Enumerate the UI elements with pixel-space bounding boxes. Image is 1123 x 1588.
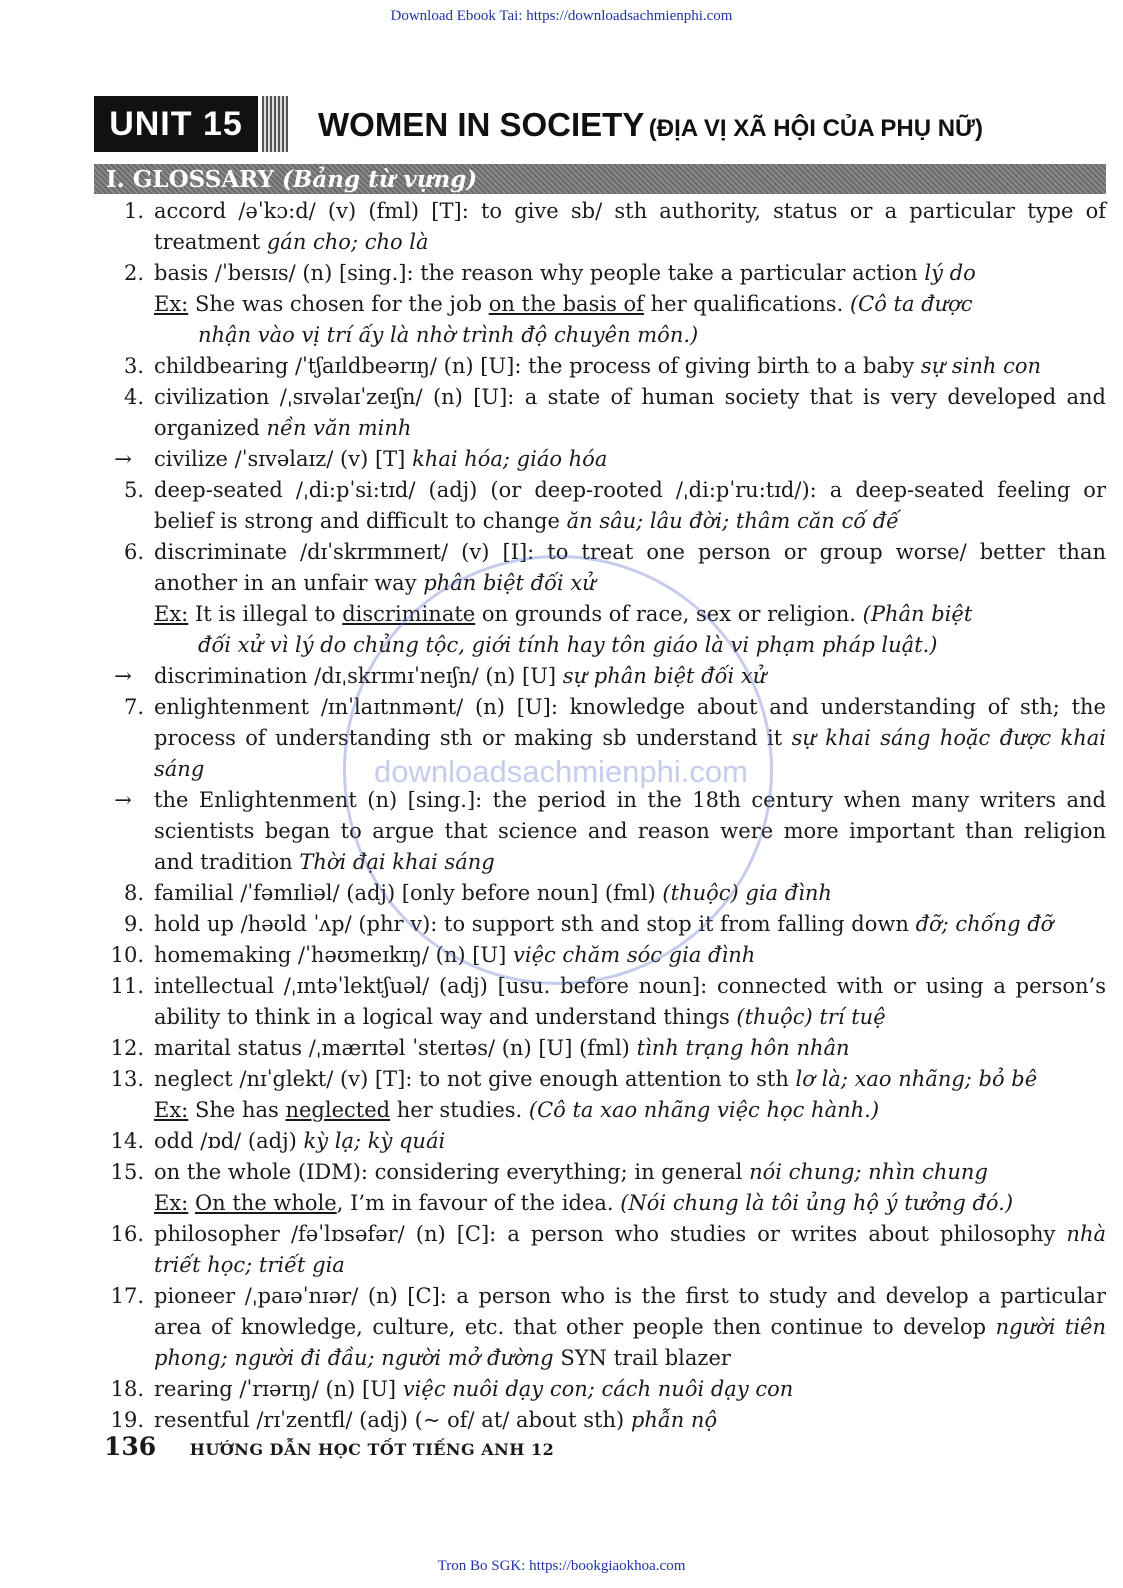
list-item bbox=[102, 878, 1106, 909]
example-keyword: discriminate bbox=[342, 602, 476, 626]
list-item bbox=[102, 785, 1106, 878]
unit-title-main: WOMEN IN SOCIETY bbox=[318, 106, 645, 143]
entry-number: 14. bbox=[110, 1129, 144, 1153]
example-keyword: On the whole bbox=[194, 1191, 337, 1215]
entry-definition: neglect /nɪˈglekt/ (v) [T]: to not give enough attention to sth bbox=[154, 1067, 789, 1091]
entry-definition: the Enlightenment (n) [sing.]: the period in the 18th century when many writers and scientists began to argue that science and reason were more important than religion and tradition bbox=[154, 788, 1106, 874]
entry-definition: intellectual /ˌɪntəˈlektʃuəl/ (adj) [usu. before noun]: connected with or using a person’s ability to think in a logical way and understand things bbox=[154, 974, 1106, 1029]
section-title: I. GLOSSARY bbox=[106, 166, 275, 193]
entry-definition: resentful /rɪˈzentfl/ (adj) (~ of/ at/ about sth) bbox=[154, 1408, 625, 1432]
example-text: , I’m in favour of the idea. bbox=[336, 1191, 614, 1215]
entry-number: 10. bbox=[110, 943, 144, 967]
entry-translation: lý do bbox=[924, 261, 976, 285]
list-item bbox=[102, 940, 1106, 971]
entry-translation: đỡ; chống đỡ bbox=[915, 912, 1054, 936]
entry-translation: phẫn nộ bbox=[630, 1408, 718, 1432]
entry-number: 16. bbox=[110, 1222, 144, 1246]
entry-definition: deep-seated /ˌdi:pˈsi:tɪd/ (adj) (or deep-rooted /ˌdi:pˈru:tɪd/): a deep-seated feeling or belief is strong and difficult to change bbox=[154, 478, 1106, 533]
entry-translation: kỳ lạ; kỳ quái bbox=[303, 1129, 446, 1153]
example-text: She was chosen for the job bbox=[194, 292, 489, 316]
list-item bbox=[102, 382, 1106, 444]
list-item bbox=[102, 692, 1106, 785]
example-label: Ex: bbox=[154, 602, 189, 626]
example-translation: (Phân biệt bbox=[862, 602, 973, 626]
entry-definition: hold up /həʊld ˈʌp/ (phr v): to support sth and stop it from falling down bbox=[154, 912, 909, 936]
example-translation: (Cô ta được bbox=[849, 292, 973, 316]
list-item bbox=[102, 1374, 1106, 1405]
entry-definition: philosopher /fəˈlɒsəfər/ (n) [C]: a person who studies or writes about philosophy bbox=[154, 1222, 1056, 1246]
entry-number: 12. bbox=[110, 1036, 144, 1060]
unit-header bbox=[94, 96, 1106, 152]
list-item bbox=[102, 1219, 1106, 1281]
entry-number: 17. bbox=[110, 1284, 144, 1308]
arrow-icon: → bbox=[114, 447, 132, 471]
entry-translation: sự phân biệt đối xử bbox=[562, 664, 767, 688]
textbook-link[interactable]: Tron Bo SGK: https://bookgiaokhoa.com bbox=[437, 1558, 686, 1574]
unit-title bbox=[318, 96, 983, 152]
entry-translation: phân biệt đối xử bbox=[423, 571, 596, 595]
example-text: on grounds of race, sex or religion. bbox=[475, 602, 856, 626]
glossary-list bbox=[102, 196, 1106, 1436]
entry-definition: pioneer /ˌpaɪəˈnɪər/ (n) [C]: a person who is the first to study and develop a particular area of knowledge, culture, etc. that other people then continue to develop bbox=[154, 1284, 1106, 1339]
entry-number: 13. bbox=[110, 1067, 144, 1091]
list-item bbox=[102, 537, 1106, 599]
entry-definition: homemaking /ˈhəʊmeɪkɪŋ/ (n) [U] bbox=[154, 943, 507, 967]
list-item bbox=[102, 1157, 1106, 1188]
list-item bbox=[102, 444, 1106, 475]
unit-label: UNIT 15 bbox=[94, 96, 258, 152]
example-sentence bbox=[102, 289, 1106, 351]
entry-number: 11. bbox=[110, 974, 144, 998]
entry-definition: childbearing /ˈtʃaɪldbeərɪŋ/ (n) [U]: the process of giving birth to a baby bbox=[154, 354, 915, 378]
example-sentence bbox=[102, 599, 1106, 661]
entry-number: 8. bbox=[123, 881, 144, 905]
entry-definition: discriminate /dɪˈskrɪmɪneɪt/ (v) [I]: to treat one person or group worse/ better than another in an unfair way bbox=[154, 540, 1106, 595]
example-sentence bbox=[102, 1095, 1106, 1126]
list-item bbox=[102, 258, 1106, 289]
section-subtitle: (Bảng từ vựng) bbox=[282, 166, 478, 193]
list-item bbox=[102, 661, 1106, 692]
entry-translation: người tiên phong; người đi đầu; người mở đường bbox=[154, 1315, 1106, 1370]
entry-number: 5. bbox=[123, 478, 144, 502]
example-translation: đối xử vì lý do chủng tộc, giới tính hay tôn giáo là vi phạm pháp luật.) bbox=[198, 633, 938, 657]
entry-translation: nói chung; nhìn chung bbox=[749, 1160, 988, 1184]
entry-translation: ăn sâu; lâu đời; thâm căn cố đế bbox=[566, 509, 900, 533]
entry-translation: sự sinh con bbox=[920, 354, 1042, 378]
example-translation: (Cô ta xao nhãng việc học hành.) bbox=[528, 1098, 880, 1122]
example-label: Ex: bbox=[154, 1098, 189, 1122]
example-text: her qualifications. bbox=[643, 292, 844, 316]
entry-number: 6. bbox=[123, 540, 144, 564]
list-item bbox=[102, 475, 1106, 537]
entry-translation: việc nuôi dạy con; cách nuôi dạy con bbox=[402, 1377, 794, 1401]
entry-definition: accord /əˈkɔ:d/ (v) (fml) [T]: to give sb/ sth authority, status or a particular type of treatment bbox=[154, 199, 1106, 254]
list-item bbox=[102, 196, 1106, 258]
list-item bbox=[102, 1281, 1106, 1374]
unit-title-sub: (ĐỊA VỊ XÃ HỘI CỦA PHỤ NỮ) bbox=[648, 115, 983, 142]
entry-definition: civilize /ˈsɪvəlaɪz/ (v) [T] bbox=[154, 447, 406, 471]
list-item bbox=[102, 1126, 1106, 1157]
example-text: It is illegal to bbox=[194, 602, 343, 626]
entry-number: 18. bbox=[110, 1377, 144, 1401]
list-item bbox=[102, 1033, 1106, 1064]
arrow-icon: → bbox=[114, 664, 132, 688]
entry-translation: Thời đại khai sáng bbox=[299, 850, 495, 874]
entry-definition: basis /ˈbeɪsɪs/ (n) [sing.]: the reason why people take a particular action bbox=[154, 261, 918, 285]
entry-translation: (thuộc) gia đình bbox=[662, 881, 832, 905]
entry-translation: việc chăm sóc gia đình bbox=[512, 943, 756, 967]
example-keyword: on the basis of bbox=[488, 292, 644, 316]
download-link[interactable]: Download Ebook Tai: https://downloadsachmienphi.com bbox=[390, 8, 733, 24]
example-text: She has bbox=[194, 1098, 286, 1122]
example-text: her studies. bbox=[390, 1098, 523, 1122]
entry-number: 19. bbox=[110, 1408, 144, 1432]
example-translation: (Nói chung là tôi ủng hộ ý tưởng đó.) bbox=[620, 1191, 1014, 1215]
entry-translation: sự khai sáng hoặc được khai sáng bbox=[154, 726, 1106, 781]
entry-definition: discrimination /dɪˌskrɪmɪˈneɪʃn/ (n) [U] bbox=[154, 664, 557, 688]
entry-definition: familial /ˈfəmɪliəl/ (adj) [only before noun] (fml) bbox=[154, 881, 656, 905]
glossary-heading bbox=[94, 164, 1106, 194]
example-translation: nhận vào vị trí ấy là nhờ trình độ chuyên môn.) bbox=[198, 323, 699, 347]
list-item bbox=[102, 1064, 1106, 1095]
example-keyword: neglected bbox=[285, 1098, 391, 1122]
example-label: Ex: bbox=[154, 1191, 189, 1215]
entry-number: 1. bbox=[123, 199, 144, 223]
entry-number: 9. bbox=[123, 912, 144, 936]
entry-translation: nhà triết học; triết gia bbox=[154, 1222, 1106, 1277]
entry-translation: gán cho; cho là bbox=[266, 230, 429, 254]
arrow-icon: → bbox=[114, 788, 132, 812]
example-sentence bbox=[102, 1188, 1106, 1219]
entry-definition: enlightenment /ɪnˈlaɪtnmənt/ (n) [U]: knowledge about and understanding of sth; the process of understanding sth or making sb understand it bbox=[154, 695, 1106, 750]
entry-translation: khai hóa; giáo hóa bbox=[412, 447, 608, 471]
entry-number: 15. bbox=[110, 1160, 144, 1184]
list-item bbox=[102, 971, 1106, 1033]
entry-definition: rearing /ˈrɪərɪŋ/ (n) [U] bbox=[154, 1377, 397, 1401]
entry-definition: civilization /ˌsɪvəlaɪˈzeɪʃn/ (n) [U]: a state of human society that is very developed and organized bbox=[154, 385, 1106, 440]
entry-definition: on the whole (IDM): considering everything; in general bbox=[154, 1160, 743, 1184]
entry-number: 2. bbox=[123, 261, 144, 285]
list-item bbox=[102, 909, 1106, 940]
page-number: 136 bbox=[104, 1432, 157, 1461]
entry-number: 7. bbox=[123, 695, 144, 719]
entry-definition: odd /ɒd/ (adj) bbox=[154, 1129, 297, 1153]
list-item bbox=[102, 351, 1106, 382]
entry-number: 3. bbox=[123, 354, 144, 378]
page-footer bbox=[104, 1432, 554, 1461]
book-title: HƯỚNG DẪN HỌC TỐT TIẾNG ANH 12 bbox=[189, 1440, 555, 1459]
entry-translation: lơ là; xao nhãng; bỏ bê bbox=[795, 1067, 1038, 1091]
entry-synonym: SYN trail blazer bbox=[560, 1346, 731, 1370]
entry-definition: marital status /ˌmærɪtəl ˈsteɪtəs/ (n) [U] (fml) bbox=[154, 1036, 630, 1060]
unit-stripes-decoration bbox=[262, 96, 288, 152]
entry-translation: nền văn minh bbox=[266, 416, 412, 440]
watermark-text: downloadsachmienphi.com bbox=[374, 754, 748, 789]
entry-translation: tình trạng hôn nhân bbox=[636, 1036, 850, 1060]
entry-translation: (thuộc) trí tuệ bbox=[736, 1005, 886, 1029]
entry-number: 4. bbox=[123, 385, 144, 409]
example-label: Ex: bbox=[154, 292, 189, 316]
